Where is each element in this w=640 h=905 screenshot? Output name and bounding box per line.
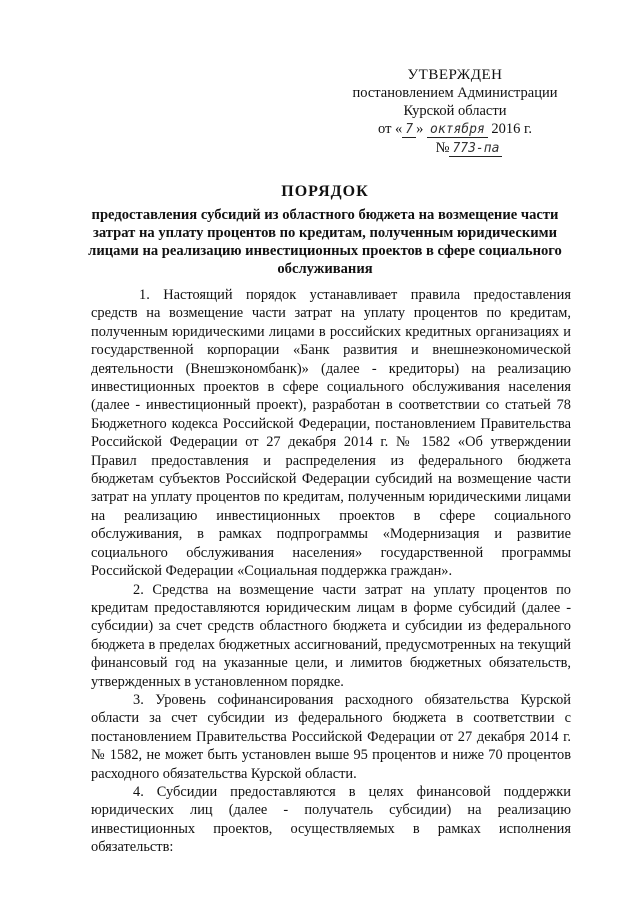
document-title	[80, 183, 570, 278]
approval-stamp	[340, 66, 570, 158]
approval-authority: постановлением Администрации	[352, 85, 558, 101]
paragraph-1: 1. Настоящий порядок устанавливает правила предоставления средств на возмещение части затрат на уплату процентов по кредитам, полученным юридическими лицами в российских кредитных организациях и государственной корпорации «Банк развития и внешнеэкономической деятельности (Внешэкономбанк)» (далее - кредиторы) на реализацию инвестиционных проектов в сфере социального обслуживания населения (далее - инвестиционный проект), разработан в соответствии со статьей 78 Бюджетного кодекса Российской Федерации, постановлением Правительства Российской Федерации от 27 декабря 2014 г. № 1582 «Об утверждении Правил предоставления и распределения из федерального бюджета бюджетам субъектов Российской Федерации субсидий на возмещение части затрат на уплату процентов по кредитам, полученным юридическими лицами на реализацию инвестиционных проектов в сфере социального обслуживания, в рамках подпрограммы «Модернизация и развитие социального обслуживания населения» государственной программы Российской Федерации «Социальная поддержка граждан».	[91, 287, 571, 580]
title-subtitle: предоставления субсидий из областного бюджета на возмещение части затрат на уплату процентов по кредитам, полученным юридическими лицами на реализацию инвестиционных проектов в сфере социального обслуживания	[88, 207, 562, 277]
paragraph-3: 3. Уровень софинансирования расходного обязательства Курской области за счет субсидии из федерального бюджета в соответствии с постановлением Правительства Российской Федерации от 27 декабря 2014 г. № 1582, не может быть установлен выше 95 процентов и ниже 70 процентов расходного обязательства Курской области.	[91, 691, 571, 782]
date-separator: »	[416, 121, 427, 137]
number-prefix: №	[435, 140, 450, 156]
approval-heading: УТВЕРЖДЕН	[407, 67, 503, 83]
date-month: октября	[427, 122, 488, 138]
date-day: 7	[402, 122, 416, 138]
document-body	[91, 286, 571, 857]
approval-region: Курской области	[403, 103, 507, 119]
approval-date	[340, 120, 570, 139]
paragraph-2: 2. Средства на возмещение части затрат на уплату процентов по кредитам предоставляются юридическим лицам в форме субсидий (далее - субсидии) за счет средств областного бюджета и субсидии из федерального бюджета в пределах бюджетных ассигнований, предусмотренных на текущий финансовый год на указанные цели, и лимитов бюджетных обязательств, утвержденных в установленном порядке.	[91, 581, 571, 690]
date-year: 2016 г.	[487, 121, 532, 137]
paragraph-4: 4. Субсидии предоставляются в целях финансовой поддержки юридических лиц (далее - получатель субсидии) на реализацию инвестиционных проектов, осуществляемых в рамках исполнения обязательств:	[91, 783, 571, 856]
number-value: 773-па	[449, 141, 502, 157]
approval-number	[340, 139, 570, 158]
title-heading: ПОРЯДОК	[281, 183, 369, 200]
date-prefix: от «	[378, 121, 403, 137]
